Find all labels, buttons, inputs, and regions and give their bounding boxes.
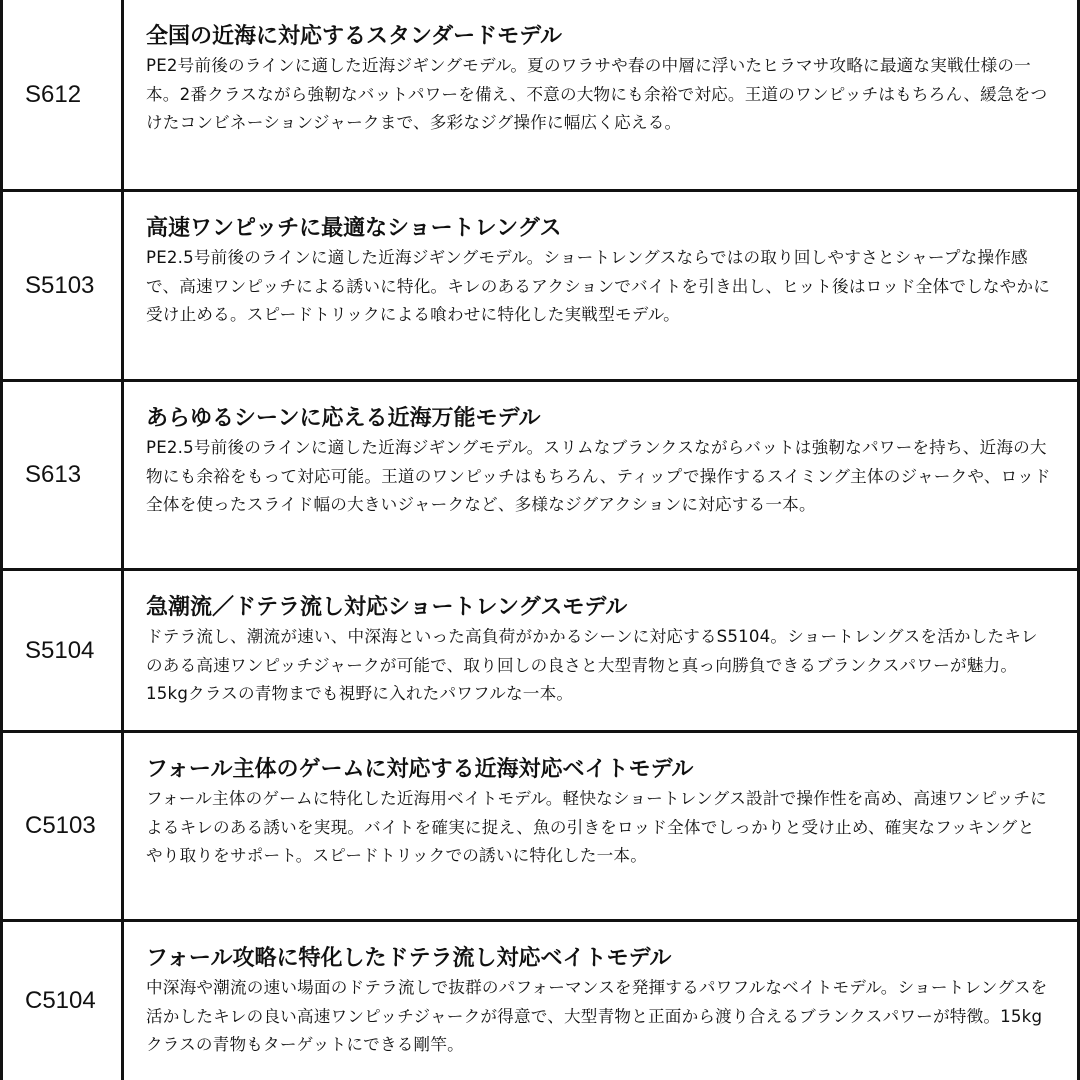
- model-body: フォール主体のゲームに特化した近海用ベイトモデル。軽快なショートレングス設計で操作性を高め、高速ワンピッチによるキレのある誘いを実現。バイトを確実に捉え、魚の引きをロッド全体でしっかりと受け止め、確実なフッキングとやり取りをサポート。スピードトリックでの誘いに特化した一本。: [146, 789, 1047, 866]
- model-title: フォール攻略に特化したドテラ流し対応ベイトモデル: [146, 946, 672, 971]
- model-description: [124, 922, 1077, 1080]
- model-code: S5103: [3, 192, 124, 379]
- table-row: [3, 571, 1077, 733]
- model-description: [124, 571, 1077, 730]
- model-code: S5104: [3, 571, 124, 730]
- model-title: 高速ワンピッチに最適なショートレングス: [146, 216, 562, 241]
- table-row: [3, 922, 1077, 1080]
- model-description: [124, 382, 1077, 568]
- table-row: [3, 382, 1077, 571]
- model-description: [124, 733, 1077, 919]
- table-row: [3, 192, 1077, 382]
- model-body: PE2.5号前後のラインに適した近海ジギングモデル。スリムなブランクスながらバットは強靭なパワーを持ち、近海の大物にも余裕をもって対応可能。王道のワンピッチはもちろん、ティップで操作するスイミング主体のジャークや、ロッド全体を使ったスライド幅の大きいジャークなど、多様なジグアクションに対応する一本。: [146, 438, 1051, 515]
- model-code: S613: [3, 382, 124, 568]
- model-title: あらゆるシーンに応える近海万能モデル: [146, 406, 541, 431]
- model-body: 中深海や潮流の速い場面のドテラ流しで抜群のパフォーマンスを発揮するパワフルなベイトモデル。ショートレングスを活かしたキレの良い高速ワンピッチジャークが得意で、大型青物と正面から渡り合えるブランクスパワーが特徴。15kgクラスの青物もターゲットにできる剛竿。: [146, 978, 1048, 1055]
- model-code: S612: [3, 0, 124, 189]
- model-title: フォール主体のゲームに対応する近海対応ベイトモデル: [146, 757, 694, 782]
- model-body: PE2.5号前後のラインに適した近海ジギングモデル。ショートレングスならではの取り回しやすさとシャープな操作感で、高速ワンピッチによる誘いに特化。キレのあるアクションでバイトを引き出し、ヒット後はロッド全体でしなやかに受け止める。スピードトリックによる喰わせに特化した実戦型モデル。: [146, 248, 1051, 325]
- model-body: ドテラ流し、潮流が速い、中深海といった高負荷がかかるシーンに対応するS5104。ショートレングスを活かしたキレのある高速ワンピッチジャークが可能で、取り回しの良さと大型青物と真っ向勝負できるブランクスパワーが魅力。15kgクラスの青物までも視野に入れたパワフルな一本。: [146, 627, 1038, 704]
- table-row: [3, 0, 1077, 192]
- model-description: [124, 192, 1077, 379]
- model-code: C5104: [3, 922, 124, 1080]
- model-description: [124, 0, 1077, 189]
- model-body: PE2号前後のラインに適した近海ジギングモデル。夏のワラサや春の中層に浮いたヒラマサ攻略に最適な実戦仕様の一本。2番クラスながら強靭なバットパワーを備え、不意の大物にも余裕で対応。王道のワンピッチはもちろん、緩急をつけたコンビネーションジャークまで、多彩なジグ操作に幅広く応える。: [146, 56, 1048, 133]
- model-code: C5103: [3, 733, 124, 919]
- model-title: 急潮流／ドテラ流し対応ショートレングスモデル: [146, 595, 628, 620]
- table-row: [3, 733, 1077, 922]
- model-title: 全国の近海に対応するスタンダードモデル: [146, 24, 563, 49]
